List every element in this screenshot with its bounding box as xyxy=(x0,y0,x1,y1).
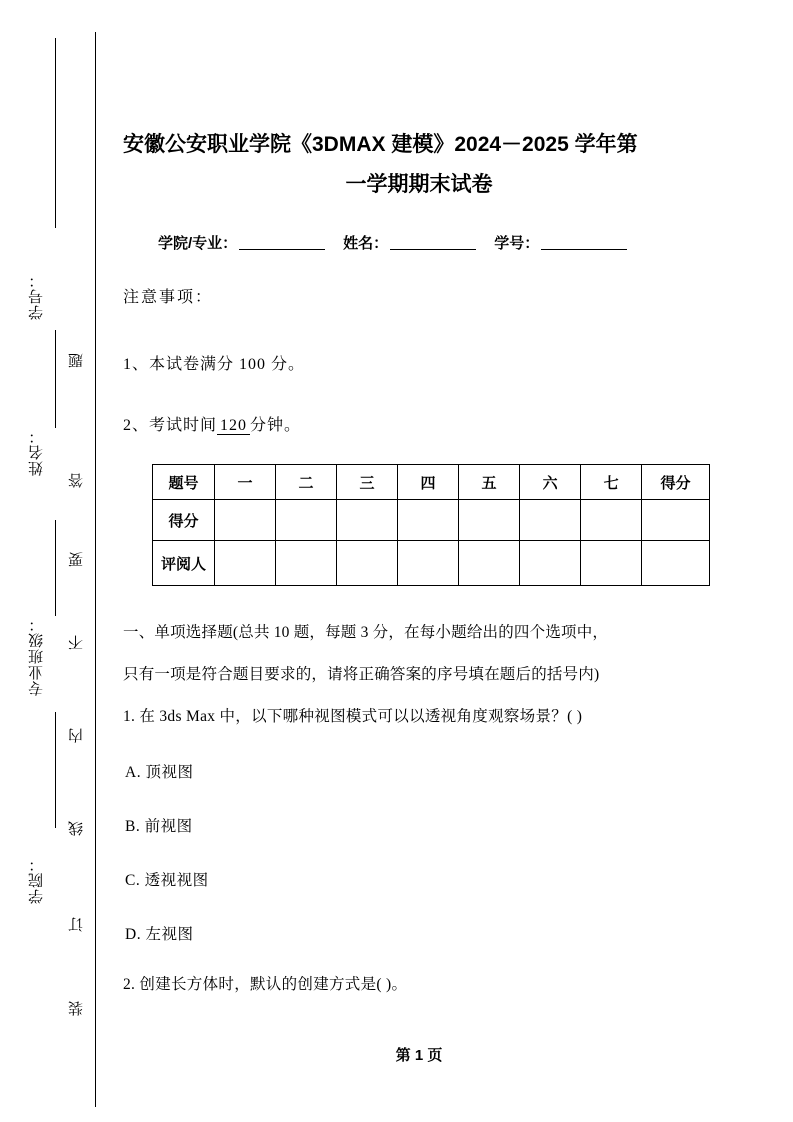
binding-inner-char-6: 线 xyxy=(69,820,85,836)
score-cell[interactable] xyxy=(214,500,275,541)
question-1-option-a[interactable]: A. 顶视图 xyxy=(125,764,194,781)
page-title-line2: 一学期期末试卷 xyxy=(345,173,493,196)
reviewer-cell[interactable] xyxy=(642,541,710,586)
score-table-header-2: 二 xyxy=(276,465,337,500)
binding-label-student-id: 学号： xyxy=(29,272,45,320)
section-heading-line1: 一、单项选择题(总共 10 题，每题 3 分，在每小题给出的四个选项中， xyxy=(123,624,609,641)
college-major-blank[interactable] xyxy=(239,249,325,250)
reviewer-cell[interactable] xyxy=(459,541,520,586)
binding-outer-rule-segment-2 xyxy=(55,330,56,428)
exam-content xyxy=(123,0,723,1122)
table-row xyxy=(153,465,710,500)
score-table-header-6: 六 xyxy=(520,465,581,500)
reviewer-cell[interactable] xyxy=(398,541,459,586)
notice-item-2-suffix: 分钟。 xyxy=(250,417,302,434)
score-table-header-3: 三 xyxy=(337,465,398,500)
binding-inner-char-5: 内 xyxy=(69,727,85,743)
score-cell[interactable] xyxy=(276,500,337,541)
binding-margin xyxy=(0,0,100,1122)
notice-item-2-prefix: 2、考试时间 xyxy=(123,417,218,434)
score-table-header-7: 七 xyxy=(581,465,642,500)
binding-inner-char-3: 要 xyxy=(69,551,85,567)
notice-heading: 注意事项： xyxy=(123,289,214,306)
question-1-option-b[interactable]: B. 前视图 xyxy=(125,818,193,835)
binding-label-major-class: 专业班级： xyxy=(29,616,45,696)
binding-inner-char-8: 装 xyxy=(69,1000,85,1016)
college-major-label: 学院/专业： xyxy=(158,235,238,252)
student-info-line xyxy=(158,232,633,253)
score-cell[interactable] xyxy=(520,500,581,541)
reviewer-cell[interactable] xyxy=(581,541,642,586)
page-title-line1: 安徽公安职业学院《3DMAX 建模》2024－2025 学年第 xyxy=(123,133,638,156)
question-2: 2. 创建长方体时，默认的创建方式是( )。 xyxy=(123,976,408,993)
binding-label-college: 学院： xyxy=(29,856,45,904)
score-table-header-0: 题号 xyxy=(153,465,215,500)
table-row xyxy=(153,541,710,586)
score-table-header-5: 五 xyxy=(459,465,520,500)
question-1-option-d[interactable]: D. 左视图 xyxy=(125,926,194,943)
reviewer-cell[interactable] xyxy=(214,541,275,586)
binding-inner-char-4: 不 xyxy=(69,634,85,650)
score-cell[interactable] xyxy=(398,500,459,541)
reviewer-cell[interactable] xyxy=(520,541,581,586)
score-row-label: 得分 xyxy=(153,500,215,541)
binding-outer-rule-segment-1 xyxy=(55,38,56,228)
score-cell[interactable] xyxy=(337,500,398,541)
binding-inner-char-7: 订 xyxy=(69,916,85,932)
score-table xyxy=(152,464,710,586)
reviewer-row-label: 评阅人 xyxy=(153,541,215,586)
section-heading-line2: 只有一项是符合题目要求的，请将正确答案的序号填在题后的括号内) xyxy=(123,666,600,683)
section-heading xyxy=(123,612,719,696)
binding-inner-rule xyxy=(95,32,96,1107)
reviewer-cell[interactable] xyxy=(276,541,337,586)
score-table-header-1: 一 xyxy=(214,465,275,500)
question-1: 1. 在 3ds Max 中，以下哪种视图模式可以以透视角度观察场景？( ) xyxy=(123,708,583,725)
score-cell[interactable] xyxy=(642,500,710,541)
page-title xyxy=(123,125,715,205)
page-footer: 第 1 页 xyxy=(395,1047,443,1064)
student-id-blank[interactable] xyxy=(541,249,627,250)
binding-outer-rule-segment-4 xyxy=(55,712,56,828)
binding-label-name: 姓名： xyxy=(29,428,45,476)
score-table-header-4: 四 xyxy=(398,465,459,500)
name-blank[interactable] xyxy=(390,249,476,250)
notice-item-2 xyxy=(123,412,301,435)
question-1-option-c[interactable]: C. 透视视图 xyxy=(125,872,209,889)
binding-outer-rule-segment-3 xyxy=(55,520,56,616)
score-cell[interactable] xyxy=(581,500,642,541)
name-label: 姓名： xyxy=(343,235,389,252)
binding-inner-char-1: 题 xyxy=(69,352,85,368)
score-cell[interactable] xyxy=(459,500,520,541)
notice-item-1: 1、本试卷满分 100 分。 xyxy=(123,356,306,373)
binding-inner-char-2: 答 xyxy=(69,472,85,488)
table-row xyxy=(153,500,710,541)
reviewer-cell[interactable] xyxy=(337,541,398,586)
exam-duration-value: 120 xyxy=(217,417,250,435)
score-table-header-8: 得分 xyxy=(642,465,710,500)
student-id-label: 学号： xyxy=(494,235,540,252)
